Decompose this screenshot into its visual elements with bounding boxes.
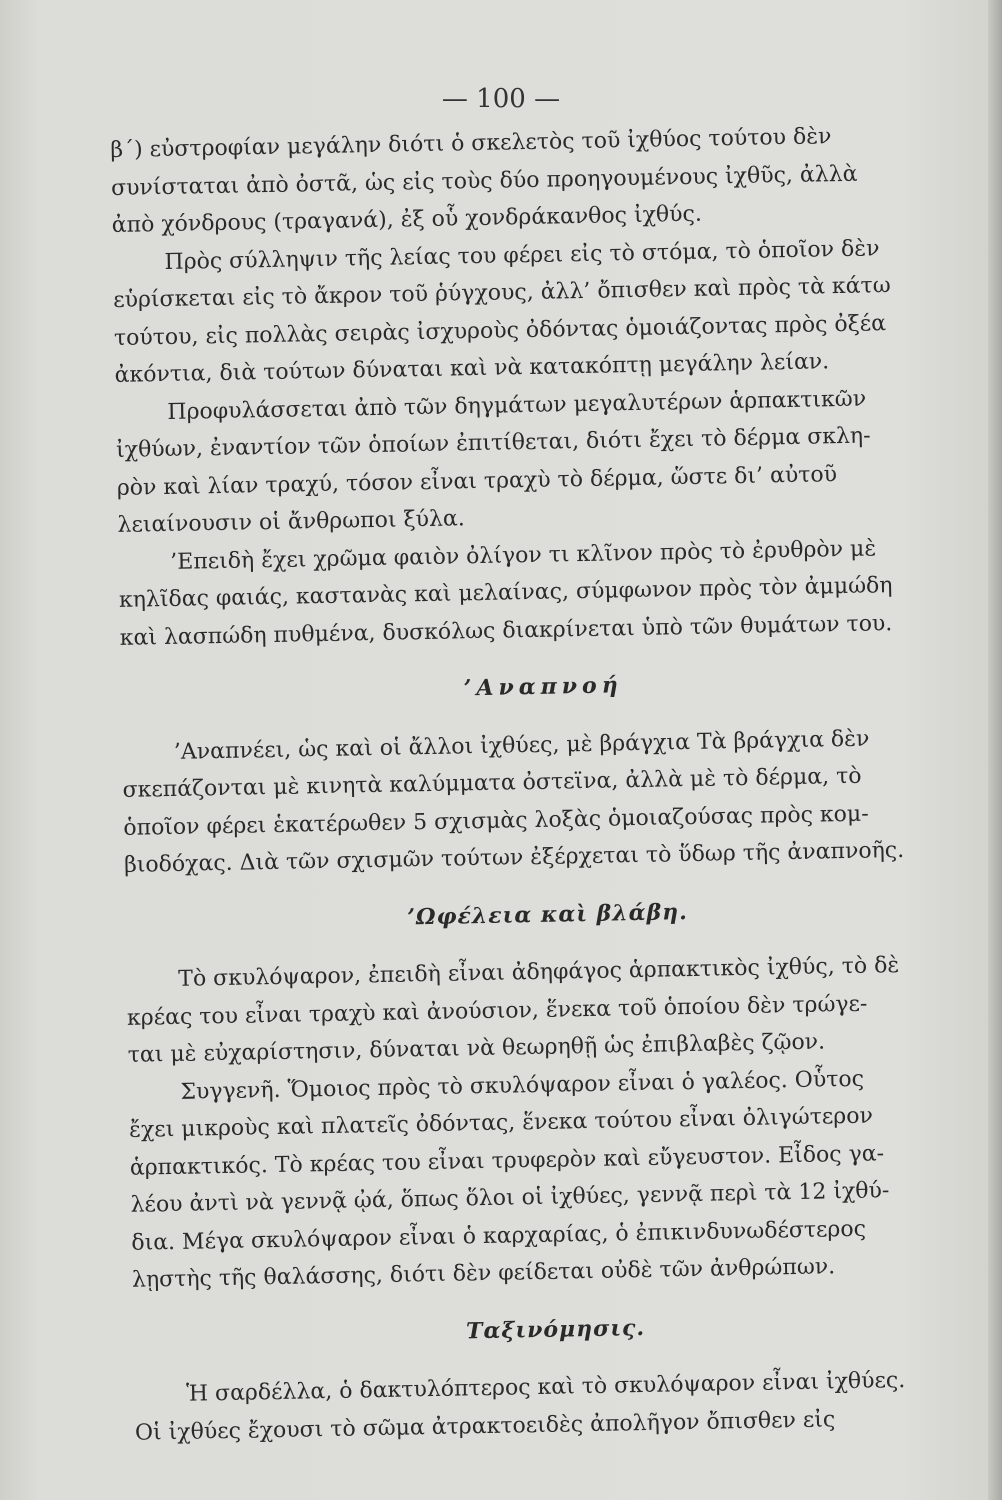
text-line: ἁρπακτικός. Τὸ κρέας του εἶναι τρυφερὸν καὶ εὔγευστον. Εἶδος γα-: [129, 1140, 885, 1181]
text-line: τούτου, εἰς πολλὰς σειρὰς ἰσχυροὺς ὀδόντας ὁμοιάζοντας πρὸς ὀξέα: [113, 310, 887, 351]
text-line: Πρὸς σύλληψιν τῆς λείας του φέρει εἰς τὸ στόμα, τὸ ὁποῖον δὲν: [164, 235, 880, 275]
page-body: [110, 116, 980, 1452]
text-line: ὁποῖον φέρει ἑκατέρωθεν 5 σχισμὰς λοξὰς ὁμοιαζούσας πρὸς κομ-: [123, 801, 869, 841]
text-line: Οἱ ἰχθύες ἔχουσι τὸ σῶμα ἀτρακτοειδὲς ἀπολῆγον ὄπισθεν εἰς: [134, 1406, 836, 1446]
text-line: κηλῖδας φαιάς, καστανὰς καὶ μελαίνας, σύμφωνον πρὸς τὸν ἀμμώδη: [118, 573, 893, 613]
text-line: Προφυλάσσεται ἀπὸ τῶν δηγμάτων μεγαλυτέρων ἁρπακτικῶν: [167, 386, 867, 425]
text-line: ’Αναπνέει, ὡς καὶ οἱ ἄλλοι ἰχθύες, μὲ βράγχια Τὰ βράγχια δὲν: [173, 726, 870, 765]
text-line: Τὸ σκυλόψαρον, ἐπειδὴ εἶναι ἀδηφάγος ἁρπακτικὸς ἰχθύς, τὸ δὲ: [178, 953, 900, 992]
text-line: λέου ἀντὶ νὰ γεννᾷ ᾠά, ὅπως ὅλοι οἱ ἰχθύες, γεννᾷ περὶ τὰ 12 ἰχθύ-: [130, 1178, 890, 1218]
text-line: ἀκόντια, διὰ τούτων δύναται καὶ νὰ κατακόπτῃ μεγάλην λείαν.: [114, 349, 830, 388]
text-line: λειαίνουσιν οἱ ἄνθρωποι ξύλα.: [117, 506, 466, 538]
text-line: Ἡ σαρδέλλα, ὁ δακτυλόπτερος καὶ τὸ σκυλόψαρον εἶναι ἰχθύες.: [186, 1367, 906, 1407]
text-line: εὑρίσκεται εἰς τὸ ἄκρον τοῦ ῥύγχους, ἀλλ’ ὄπισθεν καὶ πρὸς τὰ κάτω: [112, 273, 891, 313]
text-line: ἀπὸ χόνδρους (τραγανά), ἐξ οὗ χονδράκανθος ἰχθύς.: [111, 201, 703, 238]
text-line: συνίσταται ἀπὸ ὀστᾶ, ὡς εἰς τοὺς δύο προηγουμένους ἰχθῦς, ἀλλὰ: [110, 161, 858, 201]
text-line: Συγγενῆ. Ὅμοιος πρὸς τὸ σκυλόψαρον εἶναι ὁ γαλέος. Οὗτος: [180, 1066, 865, 1105]
text-line: κρέας του εἶναι τραχὺ καὶ ἀνούσιον, ἕνεκα τοῦ ὁποίου δὲν τρώγε-: [126, 991, 868, 1031]
text-line: δια. Μέγα σκυλόψαρον εἶναι ὁ καρχαρίας, ὁ ἐπικινδυνωδέστερος: [131, 1216, 867, 1256]
text-line: ἔχει μικροὺς καὶ πλατεῖς ὀδόντας, ἕνεκα τούτου εἶναι ὀλιγώτερον: [128, 1103, 874, 1143]
text-line: β΄) εὐστροφίαν μεγάλην διότι ὁ σκελετὸς τοῦ ἰχθύος τούτου δὲν: [110, 124, 832, 163]
book-spine-shadow: [988, 0, 1002, 1500]
section-heading-breathing: ’Αναπνοή: [463, 672, 623, 702]
text-line: ’Επειδὴ ἔχει χρῶμα φαιὸν ὀλίγον τι κλῖνον πρὸς τὸ ἐρυθρὸν μὲ: [170, 535, 877, 575]
section-heading-classification: Ταξινόμησις.: [465, 1314, 646, 1344]
text-line: ρὸν καὶ λίαν τραχύ, τόσον εἶναι τραχὺ τὸ δέρμα, ὥστε δι’ αὐτοῦ: [116, 461, 838, 501]
text-line: βιοδόχας. Διὰ τῶν σχισμῶν τούτων ἐξέρχεται τὸ ὕδωρ τῆς ἀναπνοῆς.: [123, 837, 905, 878]
text-line: καὶ λασπώδη πυθμένα, δυσκόλως διακρίνεται ὑπὸ τῶν θυμάτων του.: [119, 610, 893, 651]
section-heading-benefit-harm: ’Ωφέλεια καὶ βλάβη.: [407, 898, 689, 930]
text-line: ται μὲ εὐχαρίστησιν, δύναται νὰ θεωρηθῇ ὡς ἐπιβλαβὲς ζῷον.: [127, 1029, 826, 1068]
text-line: σκεπάζονται μὲ κινητὰ καλύμματα ὀστεϊνα, ἀλλὰ μὲ τὸ δέρμα, τὸ: [122, 763, 862, 803]
text-line: λῃστὴς τῆς θαλάσσης, διότι δὲν φείδεται οὐδὲ τῶν ἀνθρώπων.: [131, 1254, 836, 1293]
page-number: — 100 —: [441, 84, 561, 114]
text-line: ἰχθύων, ἐναντίον τῶν ὁποίων ἐπιτίθεται, διότι ἔχει τὸ δέρμα σκλη-: [115, 423, 871, 463]
